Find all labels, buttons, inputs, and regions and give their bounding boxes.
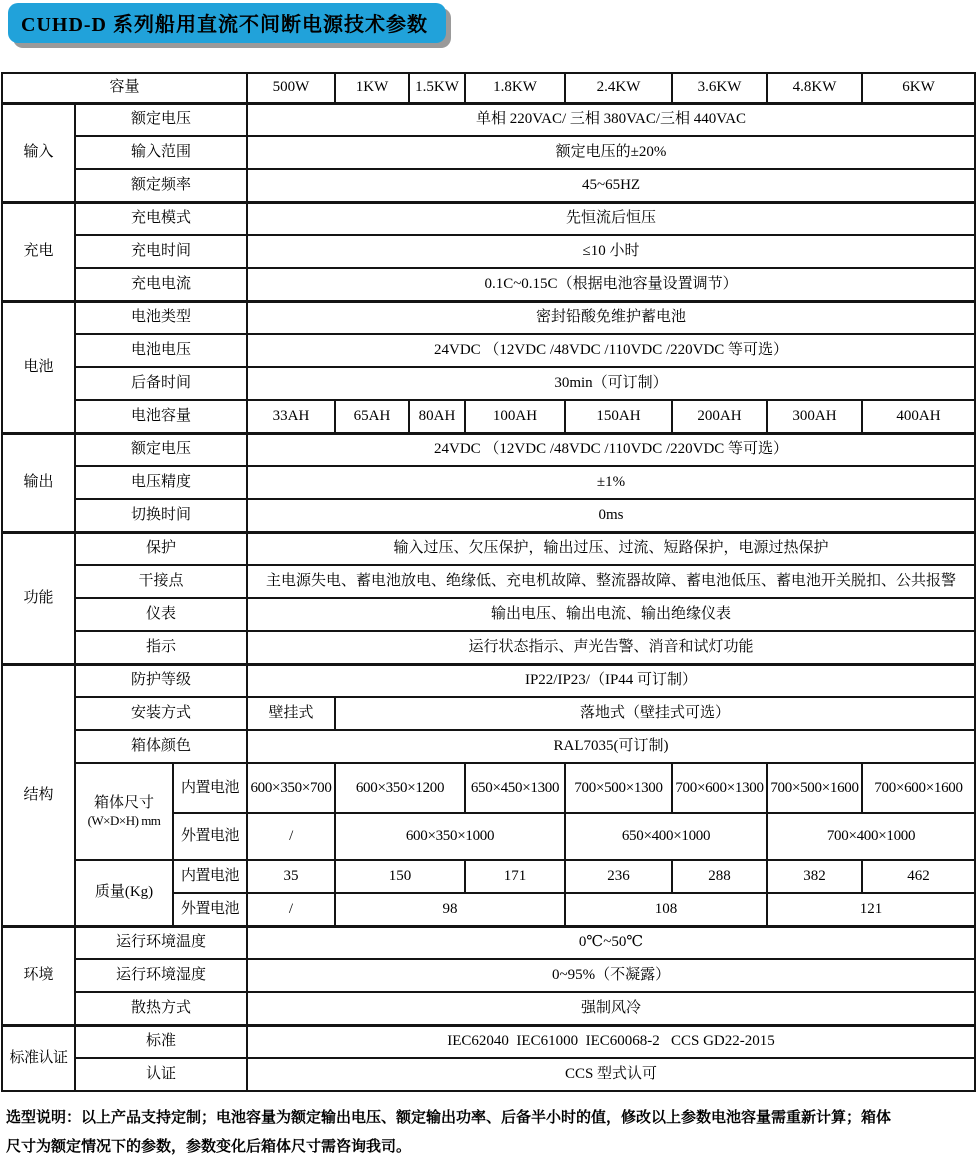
param-value-transfer-time: 0ms [247, 499, 975, 532]
dim-external-value: / [247, 813, 335, 860]
subparam-label-internal-battery: 内置电池 [173, 860, 247, 893]
weight-external-value: 121 [767, 893, 975, 926]
param-value-rated-voltage: 单相 220VAC/ 三相 380VAC/三相 440VAC [247, 103, 975, 136]
group-label-certification: 标准认证 [2, 1025, 75, 1091]
param-label-cooling: 散热方式 [75, 992, 247, 1025]
param-label-certification: 认证 [75, 1058, 247, 1091]
cabinet-size-line2: (W×D×H) mm [87, 812, 161, 828]
param-label-rated-voltage: 额定电压 [75, 103, 247, 136]
param-label-weight: 质量(Kg) [75, 860, 173, 926]
mounting-wall-value: 壁挂式 [247, 697, 335, 730]
param-value-input-range: 额定电压的±20% [247, 136, 975, 169]
spec-row [2, 992, 975, 1025]
battery-capacity-value: 80AH [409, 400, 465, 433]
spec-row [2, 400, 975, 433]
dim-internal-value: 700×500×1300 [565, 763, 672, 813]
capacity-col-1-8kw: 1.8KW [465, 73, 565, 103]
spec-row [2, 136, 975, 169]
dim-internal-value: 600×350×1200 [335, 763, 465, 813]
param-value-charge-current: 0.1C~0.15C（根据电池容量设置调节） [247, 268, 975, 301]
battery-capacity-value: 150AH [565, 400, 672, 433]
battery-capacity-value: 400AH [862, 400, 975, 433]
spec-row [2, 169, 975, 202]
spec-row [2, 697, 975, 730]
weight-internal-value: 236 [565, 860, 672, 893]
dim-external-value: 650×400×1000 [565, 813, 767, 860]
spec-row [2, 103, 975, 136]
param-label-input-range: 输入范围 [75, 136, 247, 169]
weight-internal-value: 35 [247, 860, 335, 893]
param-value-cooling: 强制风冷 [247, 992, 975, 1025]
param-value-protection: 输入过压、欠压保护，输出过压、过流、短路保护，电源过热保护 [247, 532, 975, 565]
capacity-col-6kw: 6KW [862, 73, 975, 103]
spec-row [2, 763, 975, 813]
param-value-standards: IEC62040 IEC61000 IEC60068-2 CCS GD22-2015 [247, 1025, 975, 1058]
param-value-backup-time: 30min（可订制） [247, 367, 975, 400]
param-label-mounting: 安装方式 [75, 697, 247, 730]
battery-capacity-value: 33AH [247, 400, 335, 433]
battery-capacity-value: 300AH [767, 400, 862, 433]
param-label-dry-contact: 干接点 [75, 565, 247, 598]
param-label-cabinet-size [75, 763, 173, 860]
param-label-protection: 保护 [75, 532, 247, 565]
spec-row [2, 235, 975, 268]
param-label-charge-time: 充电时间 [75, 235, 247, 268]
dim-internal-value: 700×600×1300 [672, 763, 767, 813]
param-value-voltage-accuracy: ±1% [247, 466, 975, 499]
spec-row [2, 268, 975, 301]
group-label-input: 输入 [2, 103, 75, 202]
spec-row [2, 565, 975, 598]
group-label-environment: 环境 [2, 926, 75, 1025]
spec-row [2, 466, 975, 499]
selection-note-line2: 尺寸为额定情况下的参数，参数变化后箱体尺寸需咨询我司。 [6, 1139, 412, 1155]
param-label-indication: 指示 [75, 631, 247, 664]
subparam-label-internal-battery: 内置电池 [173, 763, 247, 813]
spec-row [2, 926, 975, 959]
spec-row [2, 202, 975, 235]
param-value-ip-rating: IP22/IP23/（IP44 可订制） [247, 664, 975, 697]
spec-row [2, 631, 975, 664]
spec-row [2, 499, 975, 532]
param-value-meters: 输出电压、输出电流、输出绝缘仪表 [247, 598, 975, 631]
mounting-floor-value: 落地式（壁挂式可选） [335, 697, 975, 730]
capacity-col-500w: 500W [247, 73, 335, 103]
cabinet-size-line1: 箱体尺寸 [93, 795, 154, 811]
param-value-cabinet-color: RAL7035(可订制) [247, 730, 975, 763]
param-label-battery-type: 电池类型 [75, 301, 247, 334]
capacity-header-label: 容量 [2, 73, 247, 103]
spec-row [2, 532, 975, 565]
param-value-dry-contact: 主电源失电、蓄电池放电、绝缘低、充电机故障、整流器故障、蓄电池低压、蓄电池开关脱扣、公共报警 [247, 565, 975, 598]
spec-table [1, 72, 976, 1092]
spec-row [2, 1025, 975, 1058]
battery-capacity-value: 100AH [465, 400, 565, 433]
weight-internal-value: 382 [767, 860, 862, 893]
param-label-charge-mode: 充电模式 [75, 202, 247, 235]
weight-internal-value: 462 [862, 860, 975, 893]
param-value-output-voltage: 24VDC （12VDC /48VDC /110VDC /220VDC 等可选） [247, 433, 975, 466]
param-label-rated-frequency: 额定频率 [75, 169, 247, 202]
dim-external-value: 600×350×1000 [335, 813, 565, 860]
param-value-battery-type: 密封铅酸免维护蓄电池 [247, 301, 975, 334]
param-value-operating-temp: 0℃~50℃ [247, 926, 975, 959]
spec-row [2, 301, 975, 334]
spec-row [2, 433, 975, 466]
param-value-operating-humidity: 0~95%（不凝露） [247, 959, 975, 992]
capacity-col-4-8kw: 4.8KW [767, 73, 862, 103]
subparam-label-external-battery: 外置电池 [173, 893, 247, 926]
param-label-battery-voltage: 电池电压 [75, 334, 247, 367]
param-label-operating-temp: 运行环境温度 [75, 926, 247, 959]
param-label-voltage-accuracy: 电压精度 [75, 466, 247, 499]
group-label-battery: 电池 [2, 301, 75, 433]
spec-row [2, 598, 975, 631]
param-value-rated-frequency: 45~65HZ [247, 169, 975, 202]
group-label-output: 输出 [2, 433, 75, 532]
spec-row [2, 959, 975, 992]
param-label-standards: 标准 [75, 1025, 247, 1058]
dim-external-value: 700×400×1000 [767, 813, 975, 860]
param-value-battery-voltage: 24VDC （12VDC /48VDC /110VDC /220VDC 等可选） [247, 334, 975, 367]
group-label-charge: 充电 [2, 202, 75, 301]
param-label-output-voltage: 额定电压 [75, 433, 247, 466]
param-label-operating-humidity: 运行环境湿度 [75, 959, 247, 992]
dim-internal-value: 700×600×1600 [862, 763, 975, 813]
capacity-col-3-6kw: 3.6KW [672, 73, 767, 103]
page-title: CUHD-D 系列船用直流不间断电源技术参数 [8, 3, 446, 43]
spec-row [2, 860, 975, 893]
selection-note [6, 1104, 970, 1162]
capacity-col-2-4kw: 2.4KW [565, 73, 672, 103]
param-label-meters: 仪表 [75, 598, 247, 631]
weight-external-value: / [247, 893, 335, 926]
dim-internal-value: 600×350×700 [247, 763, 335, 813]
param-label-battery-capacity: 电池容量 [75, 400, 247, 433]
param-label-backup-time: 后备时间 [75, 367, 247, 400]
weight-external-value: 108 [565, 893, 767, 926]
param-value-indication: 运行状态指示、声光告警、消音和试灯功能 [247, 631, 975, 664]
param-label-cabinet-color: 箱体颜色 [75, 730, 247, 763]
param-value-charge-mode: 先恒流后恒压 [247, 202, 975, 235]
spec-row [2, 367, 975, 400]
battery-capacity-value: 65AH [335, 400, 409, 433]
weight-internal-value: 150 [335, 860, 465, 893]
param-label-ip-rating: 防护等级 [75, 664, 247, 697]
weight-internal-value: 288 [672, 860, 767, 893]
capacity-header-row [2, 73, 975, 103]
param-label-transfer-time: 切换时间 [75, 499, 247, 532]
capacity-col-1-5kw: 1.5KW [409, 73, 465, 103]
spec-row [2, 334, 975, 367]
dim-internal-value: 700×500×1600 [767, 763, 862, 813]
selection-note-line1: 选型说明：以上产品支持定制；电池容量为额定输出电压、额定输出功率、后备半小时的值，修改以上参数电池容量需重新计算；箱体 [6, 1110, 892, 1126]
param-value-charge-time: ≤10 小时 [247, 235, 975, 268]
spec-row [2, 1058, 975, 1091]
capacity-col-1kw: 1KW [335, 73, 409, 103]
dim-internal-value: 650×450×1300 [465, 763, 565, 813]
spec-row [2, 664, 975, 697]
group-label-structure: 结构 [2, 664, 75, 926]
param-label-charge-current: 充电电流 [75, 268, 247, 301]
param-value-certification: CCS 型式认可 [247, 1058, 975, 1091]
title-bar [0, 0, 976, 43]
spec-row [2, 730, 975, 763]
subparam-label-external-battery: 外置电池 [173, 813, 247, 860]
battery-capacity-value: 200AH [672, 400, 767, 433]
weight-internal-value: 171 [465, 860, 565, 893]
weight-external-value: 98 [335, 893, 565, 926]
group-label-function: 功能 [2, 532, 75, 664]
